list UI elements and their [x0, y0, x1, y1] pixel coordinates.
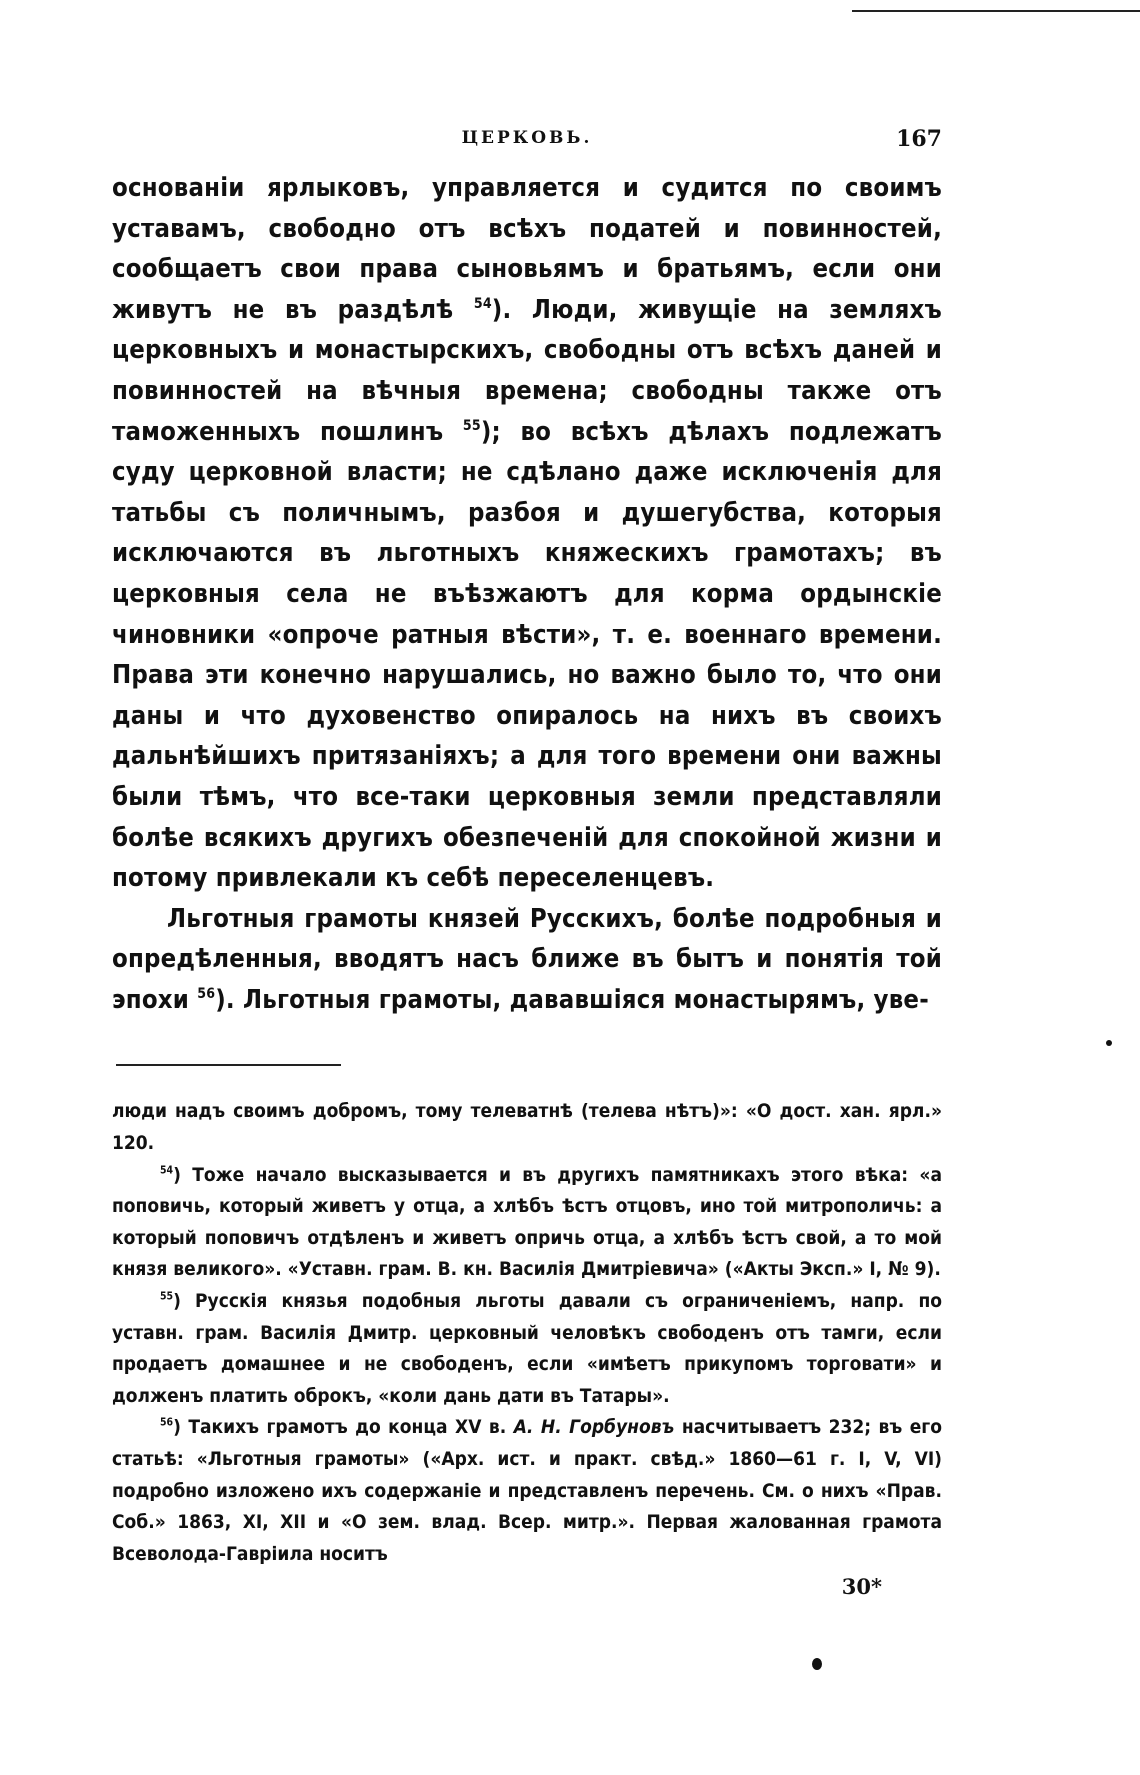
footnote-54-mark: 54 [160, 1164, 174, 1177]
paragraph-1-text-b: ). Люди, живущіе на земляхъ церковныхъ и монастырскихъ, свободны отъ всѣхъ даней и повинностей на вѣчныя времена; свободны также отъ таможенныхъ пошлинъ [112, 294, 942, 447]
footnote-54-text: ) Тоже начало высказывается и въ другихъ памятникахъ этого вѣка: «а поповичь, который живетъ у отца, а хлѣбъ ѣстъ отцовъ, ино той митрополичь: а который поповичъ отдѣленъ и живетъ опричь отца, а хлѣбъ ѣстъ свой, а то мой князя великого». «Уставн. грам. В. кн. Василія Дмитріевича» («Акты Эксп.» I, № 9). [112, 1163, 942, 1281]
footnote-divider [116, 1064, 341, 1066]
footnote-56-mark: 56 [160, 1417, 174, 1430]
footnote-ref-56: 56 [197, 986, 216, 1003]
paragraph-1 [112, 168, 942, 899]
paragraph-1-text-a: основаніи ярлыковъ, управляется и судится по своимъ уставамъ, свободно отъ всѣхъ податей и повинностей, сообщаетъ свои права сыновьямъ и братьямъ, если они живутъ не въ раздѣлѣ [112, 173, 942, 325]
footnote-56-author: А. Н. Горбуновъ [513, 1416, 675, 1439]
top-edge-rule [852, 10, 1140, 12]
footnote-55 [112, 1286, 942, 1412]
footnote-55-text: ) Русскія князья подобныя льготы давали съ ограниченіемъ, напр. по уставн. грам. Василія Дмитр. церковный человѣкъ свободенъ отъ тамги, если продаетъ домашнее и не свободенъ, если «имѣетъ прикупомъ торговати» и долженъ платить оброкъ, «коли дань дати въ Татары». [112, 1290, 942, 1407]
page-header [112, 128, 942, 168]
paragraph-2-text-b: ). Льготныя грамоты, дававшіяся монастырямъ, уве- [215, 984, 929, 1015]
footnote-55-mark: 55 [160, 1290, 174, 1303]
footnotes [112, 1096, 942, 1570]
running-head: ЦЕРКОВЬ. [461, 128, 593, 148]
footnote-56 [112, 1412, 942, 1570]
footnote-56-text-b: насчитываетъ 232; въ его статьѣ: «Льготныя грамоты» («Арх. ист. и практ. свѣд.» 1860—61 г. I, V, VI) подробно изложено ихъ содержаніе и представленъ перечень. См. о нихъ «Прав. Соб.» 1863, XI, XII и «О зем. влад. Всер. митр.». Первая жалованная грамота Всеволода-Гавріила носитъ [112, 1416, 942, 1565]
scan-speck [1106, 1040, 1112, 1046]
signature-mark: 30* [841, 1574, 882, 1600]
footnote-ref-54: 54 [473, 295, 492, 312]
footnote-56-text-a: ) Такихъ грамотъ до конца XV в. [173, 1416, 514, 1439]
footnote-54 [112, 1160, 942, 1286]
scan-speck [812, 1658, 822, 1670]
page-number: 167 [896, 126, 942, 152]
paragraph-2-text-a: Льготныя грамоты князей Русскихъ, болѣе подробныя и опредѣленныя, вводятъ насъ ближе въ бытъ и понятія той эпохи [112, 903, 942, 1015]
footnote-ref-55: 55 [462, 417, 481, 434]
footnote-continued: люди надъ своимъ добромъ, тому телеватнѣ (телева нѣтъ)»: «О дост. хан. ярл.» 120. [112, 1100, 942, 1155]
paragraph-2 [112, 899, 942, 1021]
paragraph-1-text-c: ); во всѣхъ дѣлахъ подлежатъ суду церковной власти; не сдѣлано даже исключенія для татьбы съ поличнымъ, разбоя и душегубства, которыя исключаются въ льготныхъ княжескихъ грамотахъ; въ церковныя села не въѣзжаютъ для корма ордынскіе чиновники «опроче ратныя вѣсти», т. е. военнаго времени. Права эти конечно нарушались, но важно было то, что они даны и что духовенство опиралось на нихъ въ своихъ дальнѣйшихъ притязаніяхъ; а для того времени они важны были тѣмъ, что все-таки церковныя земли представляли болѣе всякихъ другихъ обезпеченій для спокойной жизни и потому привлекали къ себѣ переселенцевъ. [112, 416, 942, 894]
book-page [112, 128, 942, 1599]
